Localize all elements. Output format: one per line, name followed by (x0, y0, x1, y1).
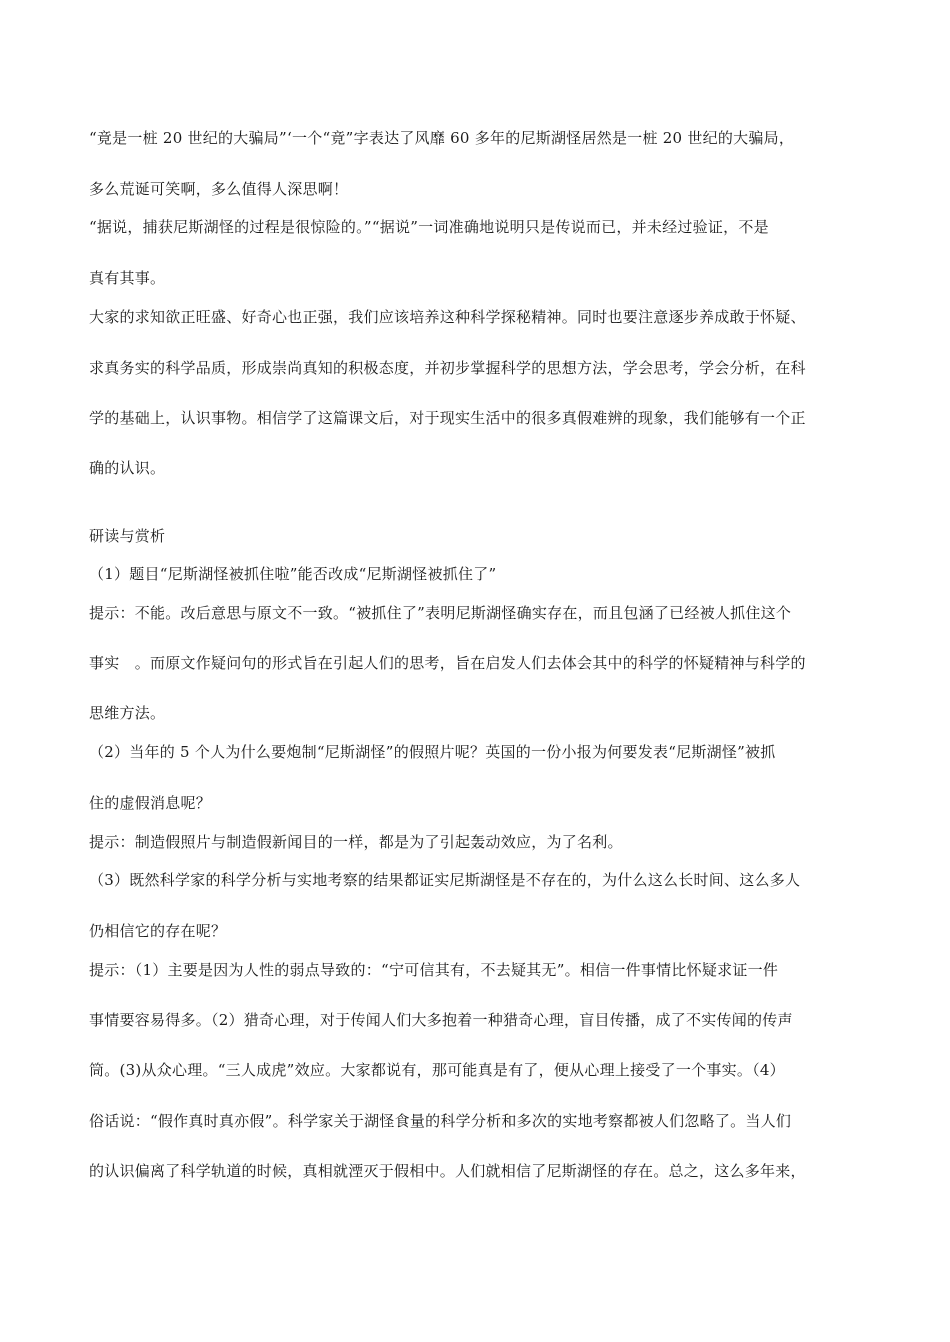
section-title: 研读与赏析 (89, 527, 166, 545)
paragraph-1-line-2: 多么荒诞可笑啊，多么值得人深思啊！ (89, 180, 349, 198)
paragraph-2-line-1: “据说，捕获尼斯湖怪的过程是很惊险的。”“据说”一词准确地说明只是传说而已，并未经过验证，不是 (89, 218, 769, 236)
answer-2-line-1: 提示：制造假照片与制造假新闻目的一样，都是为了引起轰动效应，为了名利。 (89, 833, 623, 851)
question-2-line-1: （2）当年的 5 个人为什么要炮制“尼斯湖怪”的假照片呢？英国的一份小报为何要发表“尼斯湖怪”被抓 (89, 743, 776, 761)
answer-1-line-3: 思维方法。 (89, 704, 166, 722)
answer-1-line-2: 事实 。而原文作疑问句的形式旨在引起人们的思考，旨在启发人们去体会其中的科学的怀疑精神与科学的 (89, 654, 806, 672)
paragraph-3-line-4: 确的认识。 (89, 459, 166, 477)
answer-3-line-2: 事情要容易得多。（2）猎奇心理，对于传闻人们大多抱着一种猎奇心理，盲目传播，成了不实传闻的传声 (89, 1011, 793, 1029)
paragraph-3-line-2: 求真务实的科学品质，形成崇尚真知的积极态度，并初步掌握科学的思想方法，学会思考，学会分析，在科 (89, 359, 806, 377)
answer-3-line-1: 提示：（1）主要是因为人性的弱点导致的：“宁可信其有，不去疑其无”。相信一件事情比怀疑求证一件 (89, 961, 779, 979)
answer-3-line-5: 的认识偏离了科学轨道的时候，真相就湮灭于假相中。人们就相信了尼斯湖怪的存在。总之，这么多年来， (89, 1162, 806, 1180)
question-1-line-1: （1）题目“尼斯湖怪被抓住啦”能否改成“尼斯湖怪被抓住了” (89, 565, 497, 583)
paragraph-3-line-1: 大家的求知欲正旺盛、好奇心也正强，我们应该培养这种科学探秘精神。同时也要注意逐步养成敢于怀疑、 (89, 308, 806, 326)
answer-3-line-4: 俗话说：“假作真时真亦假”。科学家关于湖怪食量的科学分析和多次的实地考察都被人们忽略了。当人们 (89, 1112, 792, 1130)
answer-3-line-3: 筒。(3)从众心理。“三人成虎”效应。大家都说有，那可能真是有了，便从心理上接受了一个事实。（4） (89, 1061, 785, 1079)
paragraph-1-line-1: “竟是一桩 20 世纪的大骗局”‘一个“竟”字表达了风靡 60 多年的尼斯湖怪居然是一桩 20 世纪的大骗局， (89, 129, 795, 147)
answer-1-line-1: 提示：不能。改后意思与原文不一致。“被抓住了”表明尼斯湖怪确实存在，而且包涵了已经被人抓住这个 (89, 604, 792, 622)
question-3-line-2: 仍相信它的存在呢？ (89, 922, 227, 940)
question-2-line-2: 住的虚假消息呢？ (89, 794, 212, 812)
paragraph-3-line-3: 学的基础上，认识事物。相信学了这篇课文后，对于现实生活中的很多真假难辨的现象，我们能够有一个正 (89, 409, 806, 427)
paragraph-2-line-2: 真有其事。 (89, 269, 166, 287)
question-3-line-1: （3）既然科学家的科学分析与实地考察的结果都证实尼斯湖怪是不存在的，为什么这么长时间、这么多人 (89, 871, 801, 889)
